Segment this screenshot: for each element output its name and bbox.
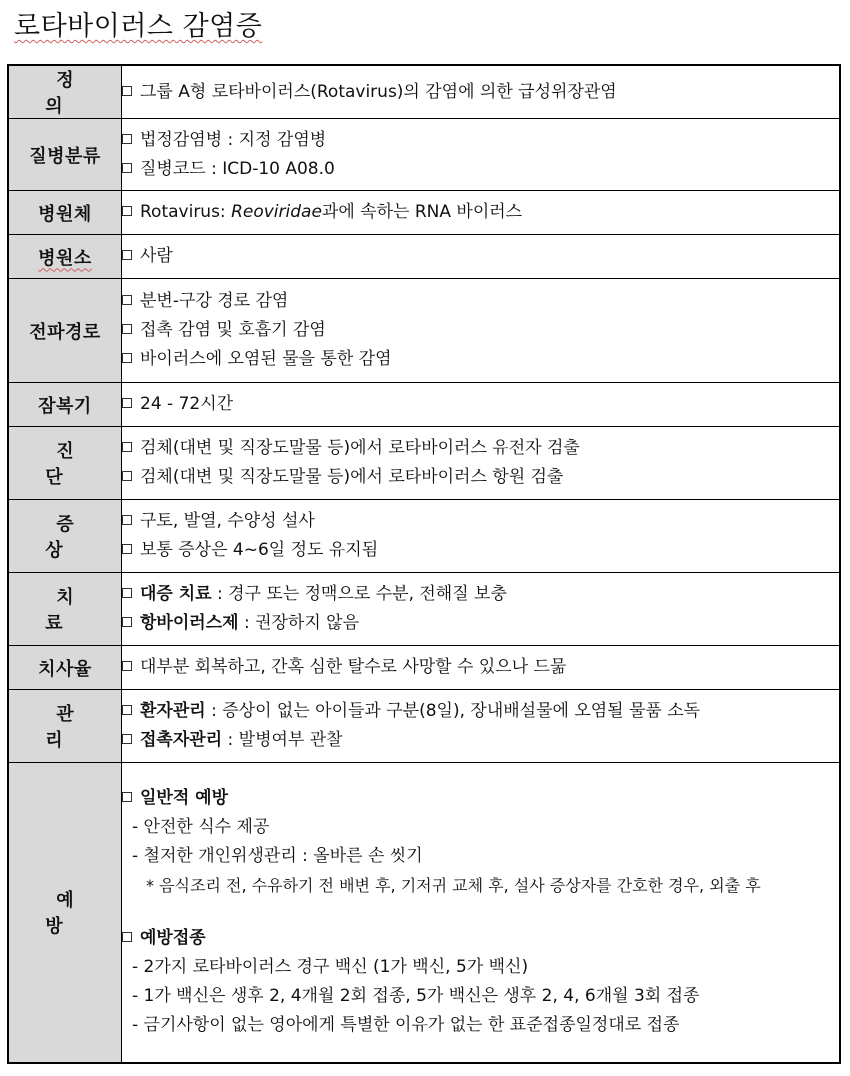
row-content-diagnosis: 검체(대변 및 직장도말물 등)에서 로타바이러스 유전자 검출 검체(대변 및 직장도말물 등)에서 로타바이러스 항원 검출 [122,427,841,500]
list-item: - 철저한 개인위생관리 : 올바른 손 씻기 [132,846,423,867]
prevention-note: * 음식조리 전, 수유하기 전 배변 후, 기저귀 교체 후, 설사 증상자를 간호한 경우, 외출 후 [146,876,761,896]
row-label-diagnosis: 진 단 [8,427,122,500]
table-row [8,427,840,500]
row-content-symptoms: 구토, 발열, 수양성 설사 보통 증상은 4~6일 정도 유지됨 [122,500,841,573]
table-row [8,646,840,690]
bullet-icon [122,324,132,334]
table-row [8,65,840,119]
row-content-treatment: 대증 치료 : 경구 또는 정맥으로 수분, 전해질 보충 항바이러스제 : 권장하지 않음 [122,573,841,646]
table-row [8,119,840,191]
list-item: - 1가 백신은 생후 2, 4개월 2회 접종, 5가 백신은 생후 2, 4, 6개월 3회 접종 [132,986,700,1007]
bullet-icon [122,206,132,216]
row-content-prevention [122,763,841,1063]
bullet-icon [122,617,132,627]
row-label-pathogen: 병원체 [8,191,122,235]
table-row [8,500,840,573]
row-label-management: 관 리 [8,690,122,763]
table-row [8,690,840,763]
list-item: - 안전한 식수 제공 [132,817,270,838]
table-row [8,191,840,235]
bullet-icon [122,86,132,96]
list-item: - 금기사항이 없는 영아에게 특별한 이유가 없는 한 표준접종일정대로 접종 [132,1015,680,1036]
row-content-management: 환자관리 : 증상이 없는 아이들과 구분(8일), 장내배설물에 오염될 물품 소독 접촉자관리 : 발병여부 관찰 [122,690,841,763]
bullet-icon [122,442,132,452]
bullet-icon [122,163,132,173]
bullet-icon [122,705,132,715]
row-label-symptoms: 증 상 [8,500,122,573]
spacer [122,900,839,924]
page-title: 로타바이러스 감염증 [14,11,263,42]
row-content-pathogen: Rotavirus: Reoviridae과에 속하는 RNA 바이러스 [122,191,841,235]
row-content-incubation: 24 - 72시간 [122,383,841,427]
row-label-incubation: 잠복기 [8,383,122,427]
bullet-icon [122,295,132,305]
bullet-icon [122,792,132,802]
bullet-icon [122,398,132,408]
row-label-fatality: 치사율 [8,646,122,690]
table-row [8,763,840,1063]
row-label-treatment: 치 료 [8,573,122,646]
disease-info-table [7,64,841,1064]
bullet-icon [122,932,132,942]
table-row [8,573,840,646]
bullet-icon [122,661,132,671]
table-row [8,383,840,427]
row-content-reservoir: 사람 [122,235,841,279]
row-label-definition: 정 의 [8,65,122,119]
table-row [8,235,840,279]
bullet-icon [122,353,132,363]
row-label-reservoir: 병원소 [8,235,122,279]
bullet-icon [122,544,132,554]
bullet-icon [122,588,132,598]
row-content-fatality: 대부분 회복하고, 간혹 심한 탈수로 사망할 수 있으나 드묾 [122,646,841,690]
row-label-classification: 질병분류 [8,119,122,191]
row-label-transmission: 전파경로 [8,279,122,383]
bullet-icon [122,734,132,744]
row-content-classification: 법정감염병 : 지정 감염병 질병코드 : ICD-10 A08.0 [122,119,841,191]
bullet-icon [122,250,132,260]
bullet-icon [122,134,132,144]
table-row [8,279,840,383]
row-content-definition: 그룹 A형 로타바이러스(Rotavirus)의 감염에 의한 급성위장관염 [122,65,841,119]
vaccination-heading: 예방접종 [140,928,206,949]
row-content-transmission: 분변-구강 경로 감염 접촉 감염 및 호흡기 감염 바이러스에 오염된 물을 통한 감염 [122,279,841,383]
bullet-icon [122,471,132,481]
list-item: - 2가지 로타바이러스 경구 백신 (1가 백신, 5가 백신) [132,957,529,978]
row-label-prevention: 예 방 [8,763,122,1063]
bullet-icon [122,515,132,525]
general-prevention-heading: 일반적 예방 [140,788,229,809]
